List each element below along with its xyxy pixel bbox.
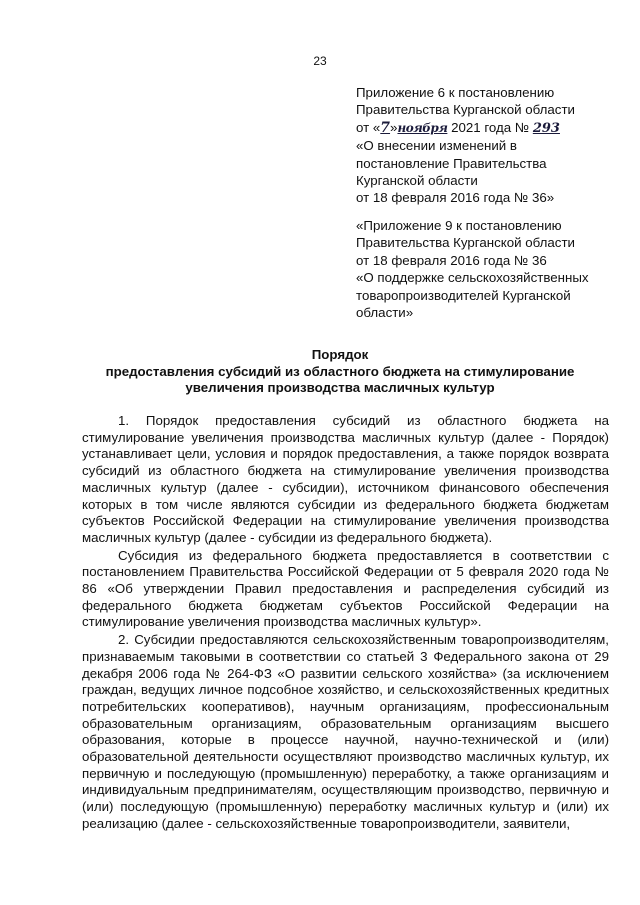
appendix-header-line: Курганской области (356, 173, 478, 189)
handwritten-day: 7 (380, 119, 391, 136)
paragraph-1: 1. Порядок предоставления субсидий из областного бюджета на стимулирование увеличения производства масличных культур (далее - Порядок) устанавливает цели, условия и порядок предоставления, а также порядок возврата субсидий из областного бюджета на стимулирование увеличения производства масличных культур (далее - субсидии), источником финансового обеспечения которых в том числе являются субсидии из федерального бюджета бюджетам субъектов Российской Федерации на стимулирование увеличения производства масличных культур (далее - субсидии из федерального бюджета). (82, 413, 609, 545)
appendix-date-line (356, 119, 616, 137)
appendix-header-line: постановление Правительства (356, 155, 547, 171)
appendix-header-line: от 18 февраля 2016 года № 36» (356, 190, 555, 206)
original-appendix-line: «Приложение 9 к постановлению (356, 218, 562, 233)
appendix-header (356, 84, 616, 207)
original-appendix-line: товаропроизводителей Курганской (356, 287, 571, 303)
date-suffix: 2021 года № (447, 119, 533, 135)
document-title (60, 347, 620, 397)
date-mid: » (390, 119, 398, 135)
original-appendix-line: области» (356, 305, 414, 321)
date-prefix: от « (356, 119, 381, 135)
paragraph-2: Субсидия из федерального бюджета предоставляется в соответствии с постановлением Правительства Российской Федерации от 5 февраля 2020 года № 86 «Об утверждении Правил предоставления и распределения субсидий из федерального бюджета бюджетам субъектов Российской Федерации на стимулирование увеличения производства масличных культур». (82, 547, 609, 630)
original-appendix-line: «О поддержке сельскохозяйственных (356, 270, 589, 286)
appendix-header-line: Приложение 6 к постановлению (356, 85, 555, 100)
original-appendix-header (356, 217, 616, 321)
appendix-header-line: Правительства Курганской области (356, 102, 575, 118)
original-appendix-line: от 18 февраля 2016 года № 36 (356, 252, 547, 268)
original-appendix-line: Правительства Курганской области (356, 235, 575, 251)
page-number: 23 (313, 54, 327, 68)
title-heading: Порядок (311, 347, 369, 362)
handwritten-month: ноября (397, 120, 448, 135)
handwritten-number: 293 (532, 120, 560, 136)
title-line: увеличения производства масличных культур (185, 380, 495, 395)
appendix-header-line: «О внесении изменений в (356, 138, 517, 154)
document-body (82, 413, 609, 833)
paragraph-3: 2. Субсидии предоставляются сельскохозяйственным товаропроизводителям, признаваемым таковыми в соответствии со статьей 3 Федерального закона от 29 декабря 2006 года № 264-ФЗ «О развитии сельского хозяйства» (за исключением граждан, ведущих личное подсобное хозяйство, и сельскохозяйственных кредитных потребительских кооперативов), научным организациям, профессиональным образовательным организациям, образовательным организациям высшего образования, которые в процессе научной, научно-технической и (или) образовательной деятельности осуществляют производство масличных культур, их первичную и последующую (промышленную) переработку, а также организациям и индивидуальным предпринимателям, осуществляющим производство, первичную и (или) последующую (промышленную) переработку масличных культур и (или) их реализацию (далее - сельскохозяйственные товаропроизводители, заявители, (82, 632, 609, 831)
title-line: предоставления субсидий из областного бюджета на стимулирование (105, 363, 575, 379)
